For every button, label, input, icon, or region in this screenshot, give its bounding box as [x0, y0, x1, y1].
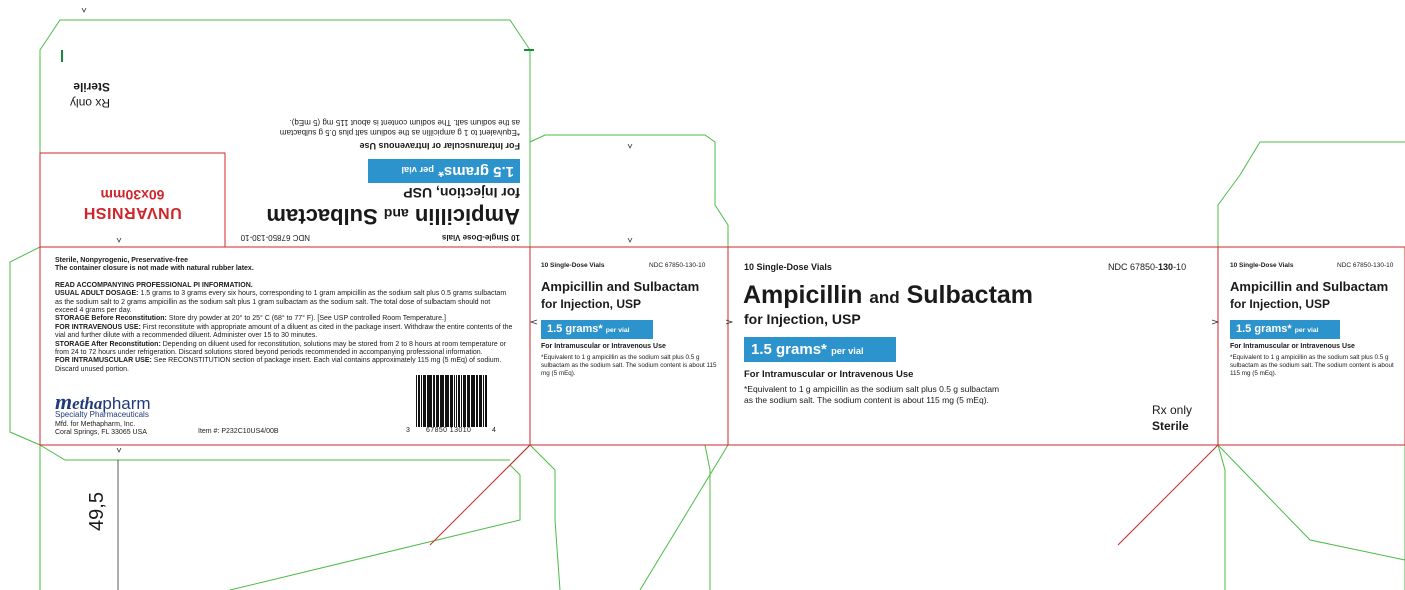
front-ndc-suffix: -10 [1173, 262, 1187, 272]
bottom-flap-top [40, 445, 510, 460]
top-flap-subtitle: for Injection, USP [403, 185, 520, 201]
right-dose-bar [1230, 320, 1340, 339]
top-flap-dose-suffix: per vial [401, 165, 434, 175]
top-flap-sterile: Sterile [73, 80, 110, 94]
bottom-flap-diag-5 [1218, 445, 1225, 590]
barcode-bar [424, 375, 426, 427]
front-rx: Rx only [1152, 403, 1193, 417]
front-sterile: Sterile [1152, 419, 1189, 433]
side-dose: 1.5 grams* [547, 323, 603, 335]
glue-flap-outline [10, 247, 40, 445]
right-panel [1218, 247, 1405, 445]
info-usual-text: 1.5 grams to 3 grams every six hours, corresponding to 1 gram ampicillin as the sodium salt plus 0.5 grams sulbactam as the sodium salt to 2 grams ampicillin as the sodium salt plus 1 gram sulbactam as the sodium salt. The total dose of sulbactam should not exceed 4 grams per day. [55, 290, 507, 315]
info-iv-use [55, 324, 513, 341]
front-count: 10 Single-Dose Vials [744, 262, 832, 272]
unvarnish-label [40, 153, 225, 247]
top-flap-route: For Intramuscular or Intravenous Use [359, 141, 520, 151]
right-dose-suffix: per vial [1294, 327, 1319, 334]
barcode-bar [459, 375, 460, 427]
front-equivalent-1: *Equivalent to 1 g ampicillin as the sodium salt plus 0.5 g sulbactam [744, 384, 1000, 394]
front-ndc [1108, 262, 1186, 272]
side-top-flap-outline [530, 135, 728, 247]
front-subtitle: for Injection, USP [744, 311, 861, 327]
barcode-digits: 67850 13010 [426, 427, 472, 434]
tick-mark [628, 144, 632, 148]
barcode-bar [437, 375, 439, 427]
top-flap-product-1: Ampicillin [414, 204, 520, 229]
front-dose-bar [744, 337, 896, 362]
barcode-bar [421, 375, 422, 427]
right-count: 10 Single-Dose Vials [1230, 262, 1294, 269]
side-ndc: NDC 67850-130-10 [649, 262, 706, 269]
bottom-flap-diag-3 [705, 445, 710, 590]
top-flap-ndc: NDC 67850-130-10 [240, 233, 310, 242]
info-im-use [55, 357, 513, 365]
barcode-bar [479, 375, 481, 427]
info-iv-text: First reconstitute with appropriate amount of a diluent as cited in the package insert. Withdraw the entire contents of the vial and further dilute with a recommended diluent. Administer over 15 to 30 minutes. [55, 323, 513, 340]
top-flap-dose-bar [368, 159, 520, 183]
front-product [743, 281, 1033, 310]
bottom-flap-diag-6 [1218, 445, 1405, 560]
right-product: Ampicillin and Sulbactam [1230, 279, 1389, 294]
top-flap-equivalent-2: as the sodium salt. The sodium content is about 115 mg (5 mEq). [289, 118, 520, 127]
front-dose: 1.5 grams* [751, 341, 827, 358]
top-flap-equivalent-1: *Equivalent to 1 g ampicillin as the sodium salt plus 0.5 g sulbactam [279, 128, 520, 137]
right-route: For Intramuscular or Intravenous Use [1230, 343, 1355, 350]
info-address: Coral Springs, FL 33065 USA [55, 429, 147, 436]
cut-diag-2 [1118, 445, 1218, 545]
side-equivalent: *Equivalent to 1 g ampicillin as the sodium salt plus 0.5 g sulbactam as the sodium salt. The sodium content is about 115 mg (5 mEq). [541, 354, 717, 377]
barcode-left-digit: 3 [406, 427, 410, 434]
info-item-number: Item #: P232C10US4/00B [198, 428, 279, 435]
front-equivalent-2: as the sodium salt. The sodium content is about 115 mg (5 mEq). [744, 395, 989, 405]
barcode-bar [467, 375, 469, 427]
info-storage-before [55, 315, 513, 323]
logo-etha: etha [72, 394, 103, 413]
front-panel [728, 247, 1218, 445]
barcode-bar [443, 375, 444, 427]
top-flap-dose: 1.5 grams* [438, 163, 514, 180]
unvarnish-line2: 60x30mm [100, 187, 165, 203]
barcode-bar [471, 375, 472, 427]
info-mfd: Mfd. for Methapharm, Inc. [55, 421, 136, 428]
info-im-text: See RECONSTITUTION section of package insert. Each vial contains approximately 115 mg (5 mEq) of sodium. [153, 357, 502, 365]
tick-mark [628, 238, 632, 242]
barcode-bar [454, 375, 455, 427]
front-ndc-bold: 130 [1158, 262, 1174, 272]
info-read-label: READ ACCOMPANYING PROFESSIONAL PI INFORMATION. [55, 281, 253, 289]
front-product-2: Sulbactam [906, 281, 1034, 309]
logo-m: m [55, 389, 73, 414]
right-top-flap-outline [1218, 142, 1405, 247]
barcode-bar [486, 375, 487, 427]
logo-pharm: pharm [102, 394, 151, 413]
dimension-label: 49,5 [85, 492, 108, 531]
side-dose-bar [541, 320, 653, 339]
side-subtitle: for Injection, USP [541, 297, 642, 311]
info-header-1: Sterile, Nonpyrogenic, Preservative-free [55, 257, 189, 264]
info-storage-before-text: Store dry powder at 20° to 25° C (68° to 77° F). [See USP controlled Room Temperature.] [168, 315, 446, 323]
top-flap-product-2: Sulbactam [266, 204, 378, 229]
front-ndc-prefix: NDC 67850- [1108, 262, 1159, 272]
right-equivalent: *Equivalent to 1 g ampicillin as the sodium salt plus 0.5 g sulbactam as the sodium salt. The sodium content is about 115 mg (5 mEq). [1230, 354, 1394, 377]
info-storage-after-text: Depending on diluent used for reconstitution, solutions may be stored from 2 to 8 hours at room temperature or from 24 to 72 hours under refrigeration. Discard solutions stored beyond periods recommended in accompanying professional information. [55, 340, 506, 357]
info-usual-label: USUAL ADULT DOSAGE: [55, 290, 139, 298]
tick-mark [82, 8, 86, 12]
front-route: For Intramuscular or Intravenous Use [744, 369, 914, 380]
info-panel [40, 247, 530, 445]
side-count: 10 Single-Dose Vials [541, 262, 605, 269]
side-route: For Intramuscular or Intravenous Use [541, 343, 666, 350]
barcode-bar [427, 375, 428, 427]
side-dose-suffix: per vial [605, 327, 630, 334]
barcode-bar [464, 375, 465, 427]
info-usual-dosage [55, 290, 513, 315]
barcode-bar [476, 375, 477, 427]
info-storage-after [55, 341, 513, 358]
barcode-right-digit: 4 [492, 427, 496, 434]
bottom-flap-diag-4 [640, 445, 728, 590]
front-product-1: Ampicillin [743, 281, 863, 309]
top-flap-product [266, 203, 520, 229]
front-and: and [869, 288, 900, 307]
bottom-flap-diag-1 [230, 445, 530, 590]
unvarnish-line1: UNVARNISH [83, 204, 182, 221]
info-storage-after-label: STORAGE After Reconstitution: [55, 340, 161, 348]
top-flap-rx: Rx only [69, 96, 110, 110]
barcode-bar [481, 375, 482, 427]
info-iv-label: FOR INTRAVENOUS USE: [55, 323, 141, 331]
barcode-bar [416, 375, 417, 427]
barcode-bar [448, 375, 449, 427]
side-product: Ampicillin and Sulbactam [541, 279, 700, 294]
info-header-2: The container closure is not made with natural rubber latex. [55, 265, 254, 273]
side-panel [530, 247, 728, 445]
logo-subtitle: Specialty Pharmaceuticals [55, 410, 149, 419]
right-dose: 1.5 grams* [1236, 323, 1292, 335]
bottom-flap-diag-2 [530, 445, 560, 590]
front-dose-suffix: per vial [831, 346, 864, 356]
barcode-bar [451, 375, 453, 427]
tick-mark [117, 448, 121, 452]
upc-barcode [416, 375, 488, 427]
barcode-bar [433, 375, 434, 427]
info-storage-before-label: STORAGE Before Reconstitution: [55, 315, 167, 323]
right-subtitle: for Injection, USP [1230, 297, 1331, 311]
top-flap-and: and [383, 206, 409, 222]
info-im-label: FOR INTRAMUSCULAR USE: [55, 357, 152, 365]
info-discard: Discard unused portion. [55, 365, 129, 373]
top-flap-count: 10 Single-Dose Vials [441, 233, 520, 242]
right-ndc: NDC 67850-130-10 [1337, 262, 1394, 269]
